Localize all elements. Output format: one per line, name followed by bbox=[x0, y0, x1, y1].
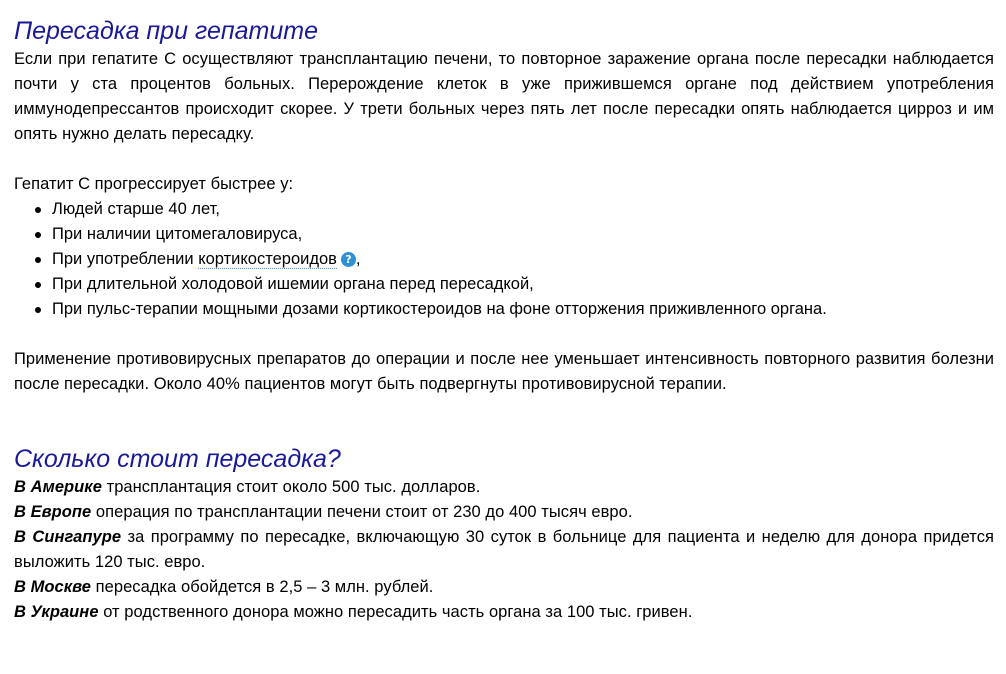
list-item bbox=[52, 247, 994, 272]
cost-text: от родственного донора можно пересадить часть органа за 100 тыс. гривен. bbox=[98, 603, 693, 621]
paragraph-antiviral: Применение противовирусных препаратов до операции и после нее уменьшает интенсивность повторного развития болезни после пересадки. Около 40% пациентов могут быть подвергнуты противовирусной терапии. bbox=[14, 350, 994, 393]
list-item: При длительной холодовой ишемии органа перед пересадкой, bbox=[52, 272, 994, 297]
cost-text: операция по трансплантации печени стоит от 230 до 400 тысяч евро. bbox=[91, 503, 633, 521]
cost-text: трансплантация стоит около 500 тыс. долларов. bbox=[101, 478, 481, 496]
cost-place: В Америке bbox=[14, 478, 102, 496]
section-title-hepatitis: Пересадка при гепатите bbox=[14, 17, 319, 45]
cost-place: В Сингапуре bbox=[14, 528, 122, 546]
article-content bbox=[0, 17, 1006, 625]
cost-place: В Москве bbox=[14, 578, 91, 596]
cost-place: В Европе bbox=[14, 503, 92, 521]
question-help-icon[interactable]: ? bbox=[341, 252, 356, 267]
list-intro: Гепатит С прогрессирует быстрее у: bbox=[14, 175, 294, 193]
cost-line-europe bbox=[14, 500, 994, 525]
list-item: Людей старше 40 лет, bbox=[52, 197, 994, 222]
list-item: При пульс-терапии мощными дозами кортикостероидов на фоне отторжения приживленного органа. bbox=[52, 297, 994, 322]
cost-line-ukraine bbox=[14, 600, 994, 625]
cost-line-moscow bbox=[14, 575, 994, 600]
paragraph-reinfection: Если при гепатите С осуществляют трансплантацию печени, то повторное заражение органа после пересадки наблюдается почти у ста процентов больных. Перерождение клеток в уже прижившемся органе под действием употребления иммунодепрессантов происходит скорее. У трети больных через пять лет после пересадки опять наблюдается цирроз и им опять нужно делать пересадку. bbox=[14, 50, 994, 143]
list-item: При наличии цитомегаловируса, bbox=[52, 222, 994, 247]
cost-line-singapore bbox=[14, 525, 994, 575]
cost-text: пересадка обойдется в 2,5 – 3 млн. рублей. bbox=[91, 578, 434, 596]
section-title-cost: Сколько стоит пересадка? bbox=[14, 445, 341, 473]
list-item-suffix: , bbox=[355, 250, 361, 268]
cost-line-usa bbox=[14, 475, 994, 500]
list-item-text: При употреблении bbox=[52, 250, 199, 268]
cost-text: за программу по пересадке, включающую 30 суток в больнице для пациента и неделю для донора придется выложить 120 тыс. евро. bbox=[14, 528, 994, 571]
glossary-term-link[interactable]: кортикостероидов bbox=[198, 250, 337, 268]
cost-place: В Украине bbox=[14, 603, 99, 621]
cost-list bbox=[14, 475, 994, 625]
risk-factors-list bbox=[14, 197, 994, 322]
